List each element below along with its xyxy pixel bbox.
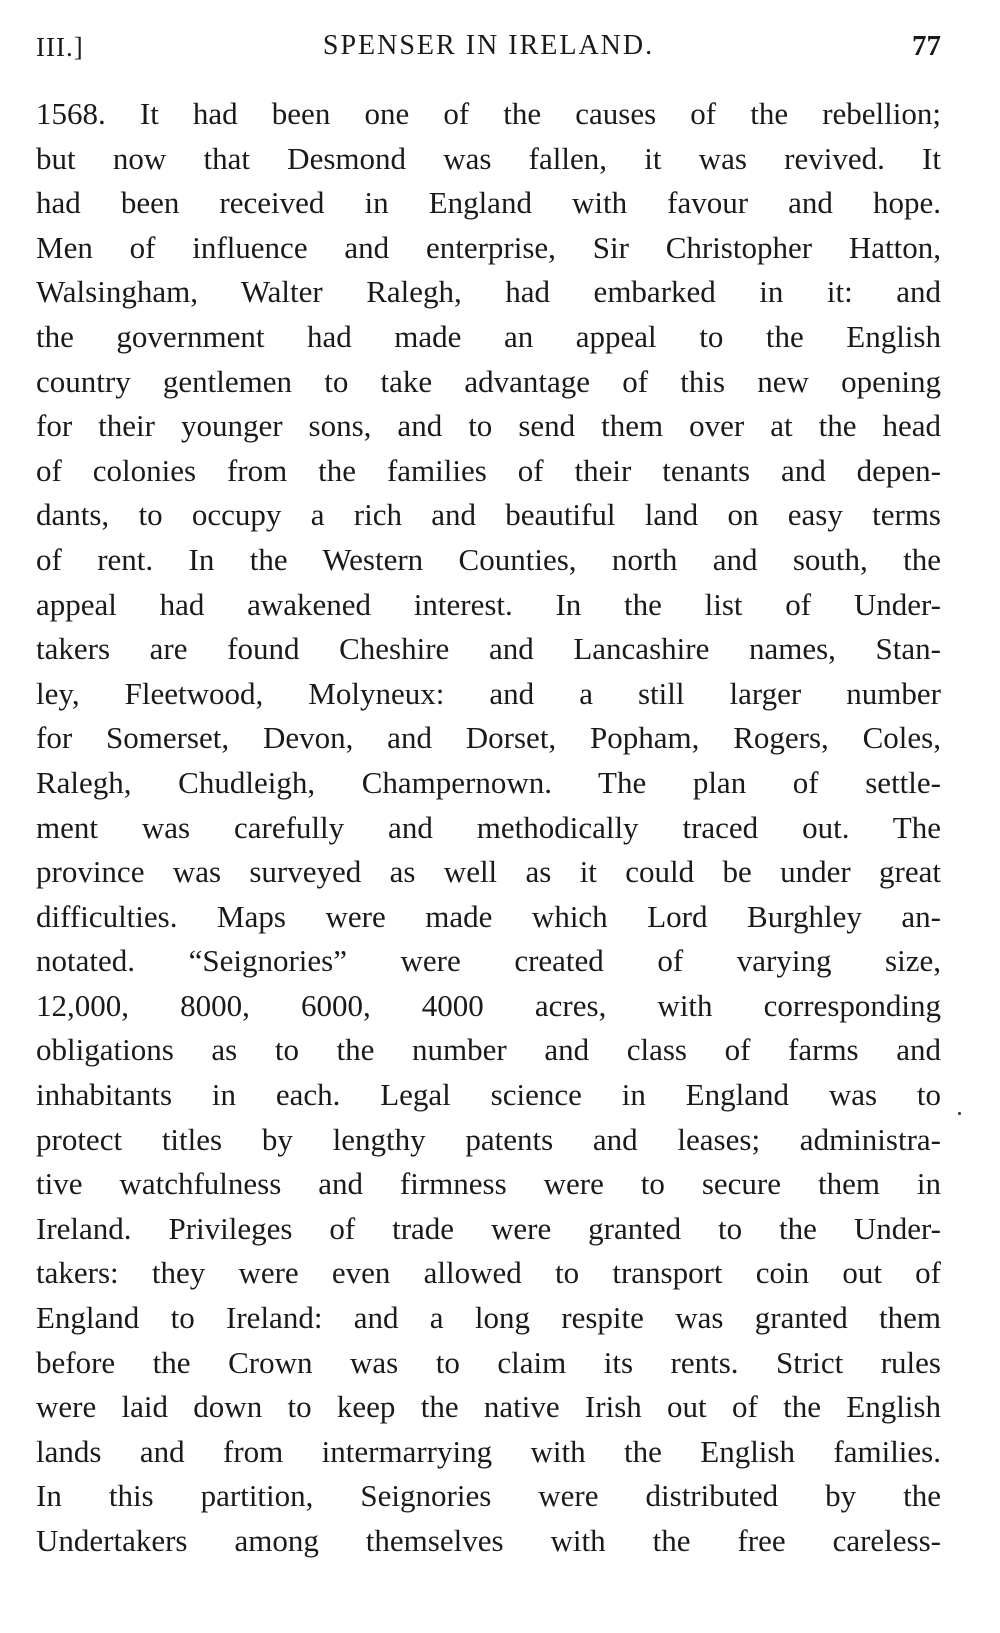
body-paragraph — [36, 92, 941, 1564]
text-line: of rent. In the Western Counties, north and south, the — [36, 541, 941, 577]
text-line: obligations as to the number and class of farms and — [36, 1032, 941, 1068]
running-title: SPENSER IN IRELAND. — [322, 30, 655, 61]
text-line: 1568. It had been one of the causes of the rebellion; — [36, 96, 941, 131]
text-line: England to Ireland: and a long respite was granted them — [36, 1300, 941, 1336]
text-line: notated. “Seignories” were created of varying size, — [36, 943, 941, 979]
text-line: ment was carefully and methodically traced out. The — [36, 809, 941, 845]
text-line: had been received in England with favour and hope. — [36, 185, 941, 221]
text-line: the government had made an appeal to the English — [36, 318, 941, 354]
text-line: takers: they were even allowed to transport coin out of — [36, 1255, 941, 1291]
text-line: ley, Fleetwood, Molyneux: and a still larger number — [36, 675, 941, 711]
chapter-mark: III.] — [36, 32, 84, 62]
text-line: takers are found Cheshire and Lancashire names, Stan- — [36, 631, 941, 667]
text-line: tive watchfulness and firmness were to secure them in — [36, 1166, 941, 1202]
text-line: lands and from intermarrying with the English families. — [36, 1433, 941, 1469]
text-line: were laid down to keep the native Irish out of the English — [36, 1389, 941, 1425]
margin-speck — [958, 1112, 961, 1115]
page-number: 77 — [912, 30, 941, 62]
text-line: Ralegh, Chudleigh, Champernown. The plan of settle- — [36, 764, 941, 800]
text-line: Men of influence and enterprise, Sir Christopher Hatton, — [36, 229, 941, 265]
running-head — [36, 30, 941, 70]
text-line: country gentlemen to take advantage of this new opening — [36, 363, 941, 399]
text-line: In this partition, Seignories were distributed by the — [36, 1478, 941, 1514]
text-line: before the Crown was to claim its rents. Strict rules — [36, 1344, 941, 1380]
text-line: of colonies from the families of their tenants and depen- — [36, 452, 941, 488]
text-line: Walsingham, Walter Ralegh, had embarked in it: and — [36, 274, 941, 310]
text-line: difficulties. Maps were made which Lord Burghley an- — [36, 898, 941, 934]
text-line: inhabitants in each. Legal science in England was to — [36, 1077, 941, 1113]
text-line: but now that Desmond was fallen, it was revived. It — [36, 140, 941, 176]
text-line: province was surveyed as well as it could be under great — [36, 854, 941, 890]
text-line: Undertakers among themselves with the free careless- — [36, 1523, 941, 1558]
text-line: for their younger sons, and to send them over at the head — [36, 408, 941, 444]
text-line: 12,000, 8000, 6000, 4000 acres, with corresponding — [36, 987, 941, 1023]
text-line: for Somerset, Devon, and Dorset, Popham, Rogers, Coles, — [36, 720, 941, 756]
text-line: appeal had awakened interest. In the list of Under- — [36, 586, 941, 622]
text-line: dants, to occupy a rich and beautiful land on easy terms — [36, 497, 941, 533]
text-line: protect titles by lengthy patents and leases; administra- — [36, 1121, 941, 1157]
text-line: Ireland. Privileges of trade were granted to the Under- — [36, 1210, 941, 1246]
